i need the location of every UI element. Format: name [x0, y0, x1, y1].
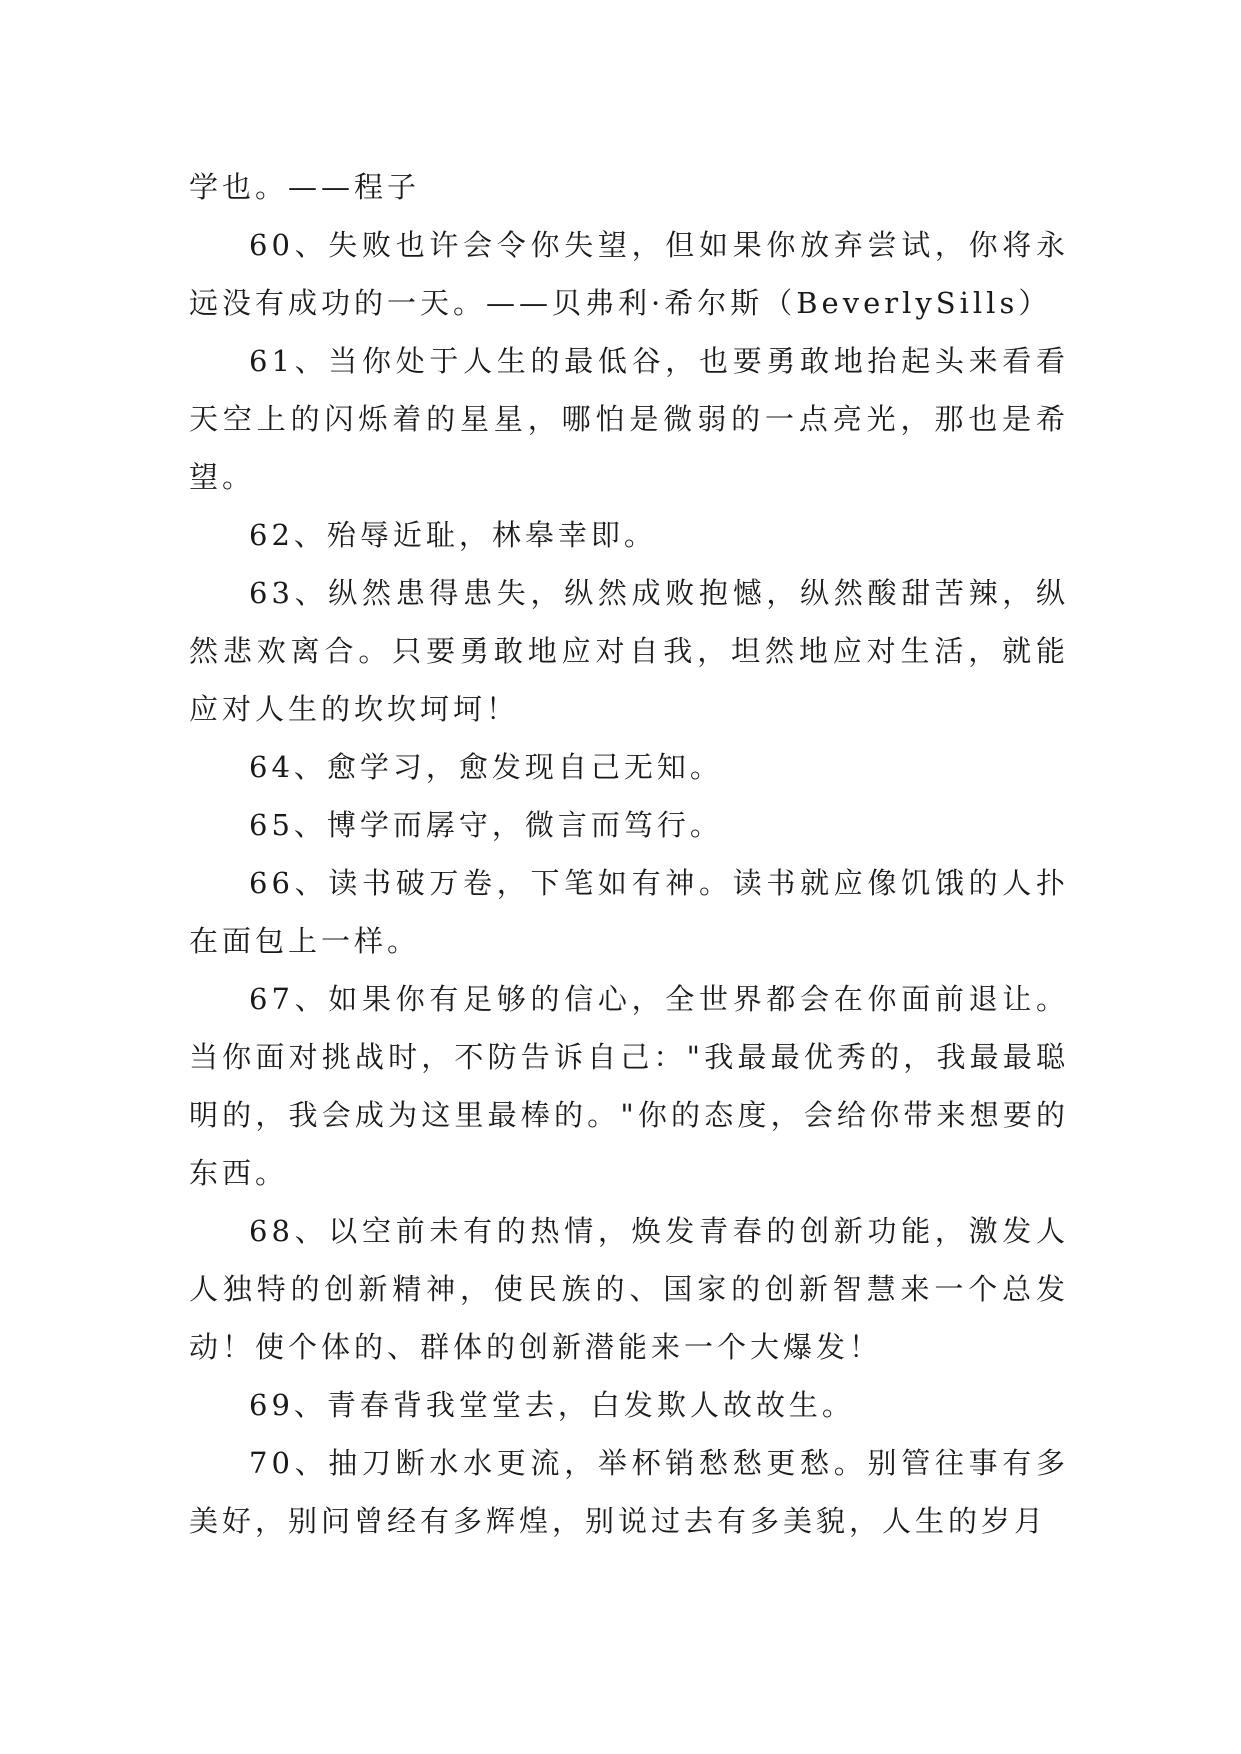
paragraph-quote-67: 67、如果你有足够的信心，全世界都会在你面前退让。当你面对挑战时，不防告诉自己："我最最优秀的，我最最聪明的，我会成为这里最棒的。"你的态度，会给你带来想要的东西。 [189, 982, 1069, 1190]
paragraph-quote-63: 63、纵然患得患失，纵然成败抱憾，纵然酸甜苦辣，纵然悲欢离合。只要勇敢地应对自我，坦然地应对生活，就能应对人生的坎坎坷坷！ [189, 576, 1069, 726]
document-page [189, 158, 1069, 1550]
paragraph-quote-60: 60、失败也许会令你失望，但如果你放弃尝试，你将永远没有成功的一天。——贝弗利·希尔斯（BeverlySills） [189, 228, 1069, 320]
paragraph-quote-66: 66、读书破万卷，下笔如有神。读书就应像饥饿的人扑在面包上一样。 [189, 866, 1069, 958]
paragraph-quote-65: 65、博学而孱守，微言而笃行。 [249, 808, 723, 842]
paragraph-quote-70: 70、抽刀断水水更流，举杯销愁愁更愁。别管往事有多美好，别问曾经有多辉煌，别说过去有多美貌，人生的岁月 [189, 1446, 1069, 1538]
paragraph-quote-68: 68、以空前未有的热情，焕发青春的创新功能，激发人人独特的创新精神，使民族的、国家的创新智慧来一个总发动！使个体的、群体的创新潜能来一个大爆发！ [189, 1214, 1069, 1364]
paragraph-quote-62: 62、殆辱近耻，林皋幸即。 [249, 518, 657, 552]
paragraph-quote-64: 64、愈学习，愈发现自己无知。 [249, 750, 723, 784]
paragraph-quote-69: 69、青春背我堂堂去，白发欺人故故生。 [249, 1388, 855, 1422]
paragraph-continuation: 学也。——程子 [189, 170, 421, 204]
paragraph-quote-61: 61、当你处于人生的最低谷，也要勇敢地抬起头来看看天空上的闪烁着的星星，哪怕是微弱的一点亮光，那也是希望。 [189, 344, 1069, 494]
